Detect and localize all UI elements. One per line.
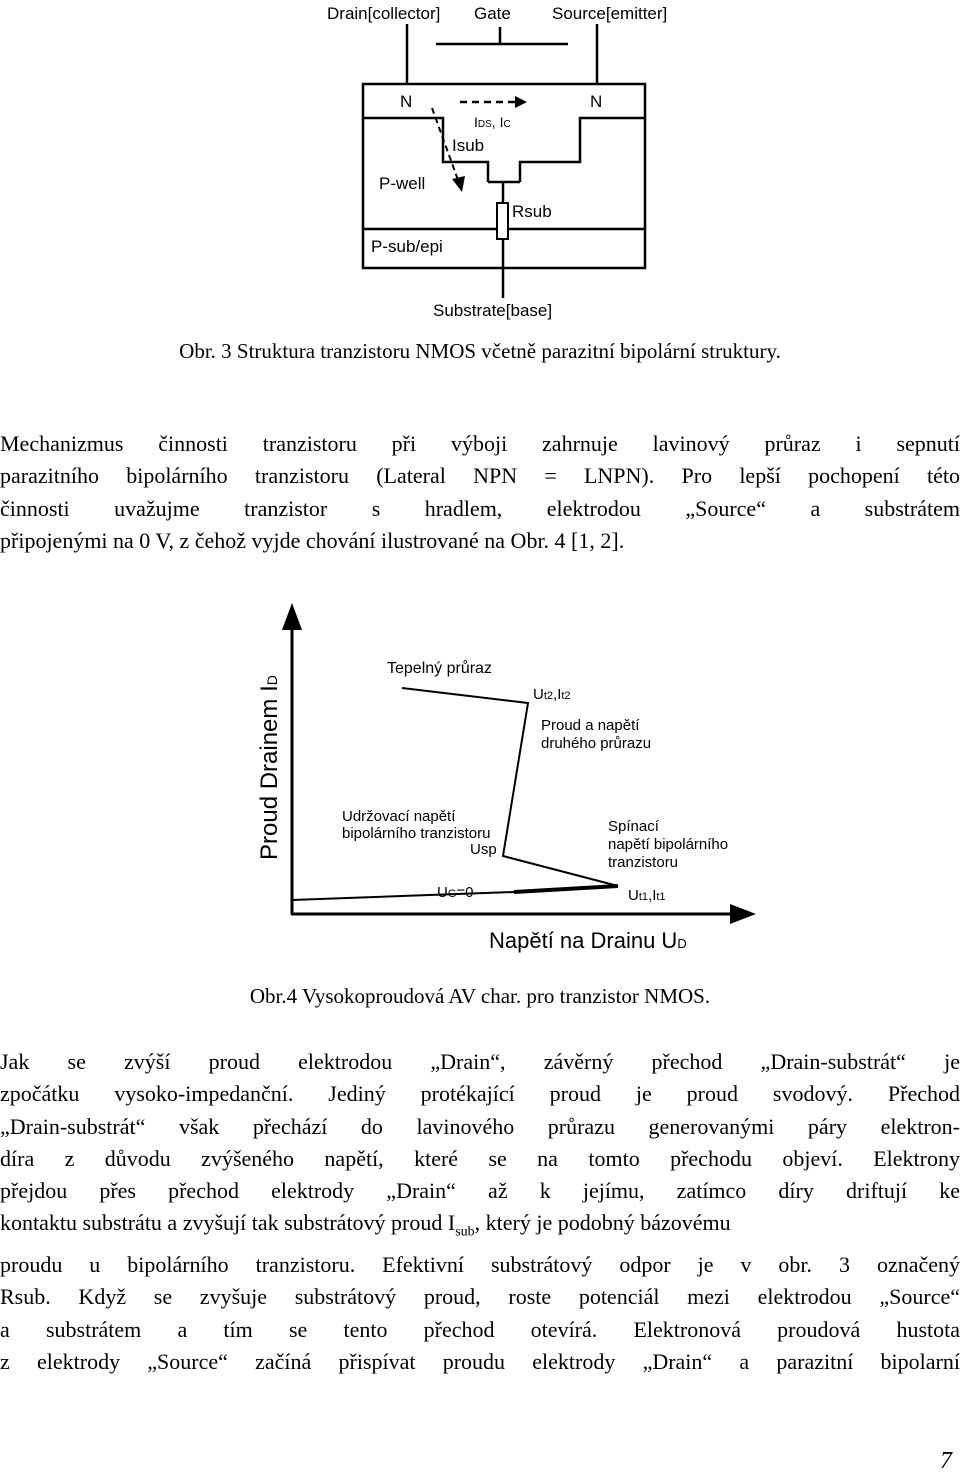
paragraph-line: Jak se zvýší proud elektrodou „Drain“, závěrný přechod „Drain-substrát“ je — [0, 1049, 960, 1074]
paragraph-1 — [0, 428, 960, 557]
n-left-label: N — [400, 92, 413, 111]
y-axis-title-text: Proud Drainem I — [256, 685, 283, 860]
switching-voltage-label-2: napětí bipolárního — [608, 836, 729, 853]
line-text-rest: , který je podobný bázovému — [474, 1210, 731, 1236]
x-axis-arrowhead — [730, 904, 756, 924]
paragraph-line: činnosti uvažujme tranzistor s hradlem, elektrodou „Source“ a substrátem — [0, 495, 960, 521]
holding-voltage-label-1: Udržovací napětí — [342, 808, 456, 825]
switching-voltage-label-1: Spínací — [608, 818, 659, 835]
paragraph-line: parazitního bipolárního tranzistoru (Lateral NPN = LNPN). Pro lepší pochopení této — [0, 463, 960, 489]
paragraph-2 — [0, 1046, 960, 1378]
paragraph-line: proudu u bipolárního tranzistoru. Efektivní substrátový odpor je v obr. 3 označený — [0, 1252, 960, 1278]
figure-3-caption: Obr. 3 Struktura tranzistoru NMOS včetně parazitní bipolární struktury. — [179, 339, 781, 363]
source-terminal-label: Source[emitter] — [552, 4, 668, 23]
paragraph-line: z elektrody „Source“ začíná přispívat proudu elektrody „Drain“ a parazitní bipolarní — [0, 1349, 960, 1375]
substrate-terminal-label: Substrate[base] — [433, 301, 553, 320]
x-axis-title-sub: D — [677, 936, 687, 951]
n-right-label: N — [590, 92, 603, 111]
paragraph-line: Mechanizmus činnosti tranzistoru při výboji zahrnuje lavinový průraz i sepnutí — [0, 431, 960, 456]
gate-terminal-label: Gate — [474, 4, 511, 23]
figure-3-nmos-structure — [0, 0, 960, 330]
thermal-breakdown-label: Tepelný průraz — [387, 660, 492, 677]
ids-ic-label: IDS, IC — [474, 114, 511, 130]
y-axis-arrowhead — [282, 603, 302, 630]
iv-curve-tail — [514, 886, 618, 892]
figure-4-iv-characteristic — [0, 590, 960, 970]
figure-4-caption: Obr.4 Vysokoproudová AV char. pro tranzistor NMOS. — [249, 984, 711, 1008]
paragraph-line: připojenými na 0 V, z čehož vyjde chování ilustrované na Obr. 4 [1, 2]. — [0, 527, 625, 553]
usp-label: Usp — [470, 841, 497, 858]
y-axis-title — [256, 675, 283, 860]
rsub-label: Rsub — [512, 202, 552, 221]
line-text: kontaktu substrátu a zvyšují tak substrátový proud I — [0, 1210, 456, 1236]
page-number: 7 — [940, 1448, 952, 1474]
paragraph-line: „Drain-substrát“ však přechází do lavinového průrazu generovanými páry elektron- — [0, 1113, 960, 1139]
isub-label: Isub — [452, 136, 485, 155]
ut1-label: Ut1,It1 — [628, 887, 666, 904]
psub-label: P-sub/epi — [371, 237, 443, 256]
isub-subscript: sub — [455, 1224, 475, 1240]
drain-terminal-label: Drain[collector] — [327, 4, 441, 23]
paragraph-line — [0, 1207, 960, 1249]
paragraph-line: díra z důvodu zvýšeného napětí, které se na tomto přechodu objeví. Elektrony — [0, 1145, 960, 1171]
ut2-label: Ut2,It2 — [533, 686, 571, 703]
holding-voltage-label-2: bipolárního tranzistoru — [342, 825, 491, 842]
y-axis-title-sub: D — [264, 675, 280, 686]
x-axis-title — [489, 928, 687, 953]
switching-voltage-label-3: tranzistoru — [608, 854, 679, 871]
paragraph-line: Rsub. Když se zvyšuje substrátový proud, roste potenciál mezi elektrodou „Source“ — [0, 1284, 960, 1310]
second-breakdown-label-2: druhého průrazu — [541, 735, 652, 752]
x-axis-title-text: Napětí na Drainu U — [489, 928, 678, 953]
paragraph-line: zpočátku vysoko-impedanční. Jediný protékající proud je proud svodový. Přechod — [0, 1081, 960, 1107]
second-breakdown-label-1: Proud a napětí — [541, 717, 640, 734]
paragraph-line: přejdou přes přechod elektrody „Drain“ až k jejímu, zatímco díry driftují ke — [0, 1178, 960, 1204]
pwell-label: P-well — [379, 174, 426, 193]
paragraph-line: a substrátem a tím se tento přechod otevírá. Elektronová proudová hustota — [0, 1316, 960, 1342]
ug-label: UG=0 — [437, 884, 474, 901]
